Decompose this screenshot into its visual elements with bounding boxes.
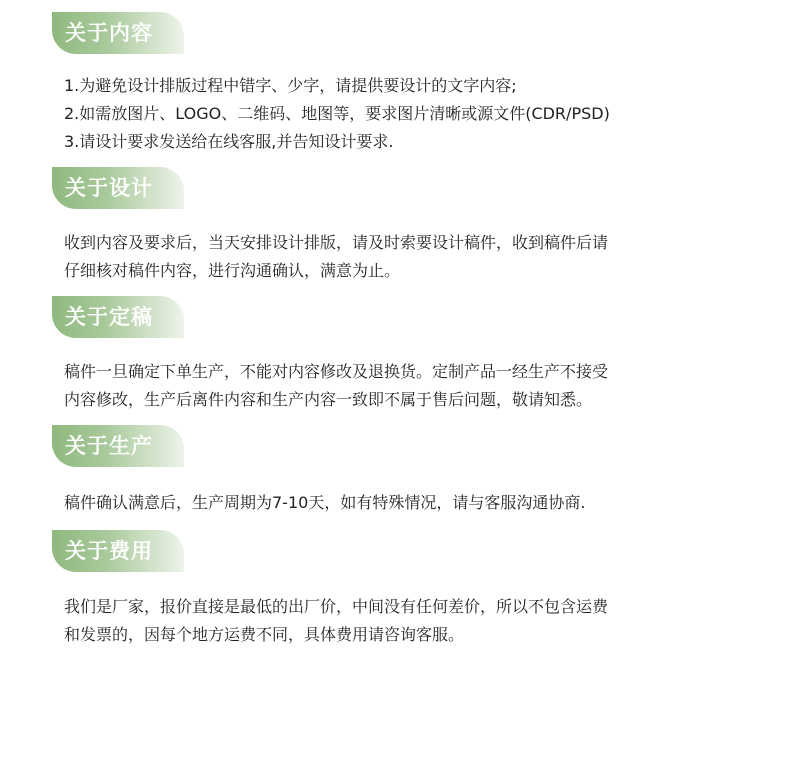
design-line-1: 收到内容及要求后，当天安排设计排版，请及时索要设计稿件，收到稿件后请 [64,233,609,252]
fees-line-1: 我们是厂家，报价直接是最低的出厂价，中间没有任何差价，所以不包含运费 [64,597,609,616]
section-body-fees [64,593,724,649]
production-line-1: 稿件确认满意后，生产周期为7-10天，如有特殊情况，请与客服沟通协商. [64,493,586,512]
content-line-1: 1.为避免设计排版过程中错字、少字，请提供要设计的文字内容; [64,76,517,95]
section-title-production: 关于生产 [52,425,184,467]
finalize-line-2: 内容修改，生产后离件内容和生产内容一致即不属于售后问题，敬请知悉。 [64,390,593,409]
section-body-production [64,489,724,517]
section-body-finalize [64,358,724,414]
fees-line-2: 和发票的，因每个地方运费不同，具体费用请咨询客服。 [64,625,465,644]
section-body-content [64,72,724,156]
section-body-design [64,229,724,285]
content-line-2: 2.如需放图片、LOGO、二维码、地图等，要求图片清晰或源文件(CDR/PSD) [64,104,610,123]
section-title-design: 关于设计 [52,167,184,209]
finalize-line-1: 稿件一旦确定下单生产，不能对内容修改及退换货。定制产品一经生产不接受 [64,362,609,381]
section-title-content: 关于内容 [52,12,184,54]
section-title-fees: 关于费用 [52,530,184,572]
design-line-2: 仔细核对稿件内容，进行沟通确认，满意为止。 [64,261,401,280]
content-line-3: 3.请设计要求发送给在线客服,并告知设计要求. [64,132,394,151]
section-title-finalize: 关于定稿 [52,296,184,338]
